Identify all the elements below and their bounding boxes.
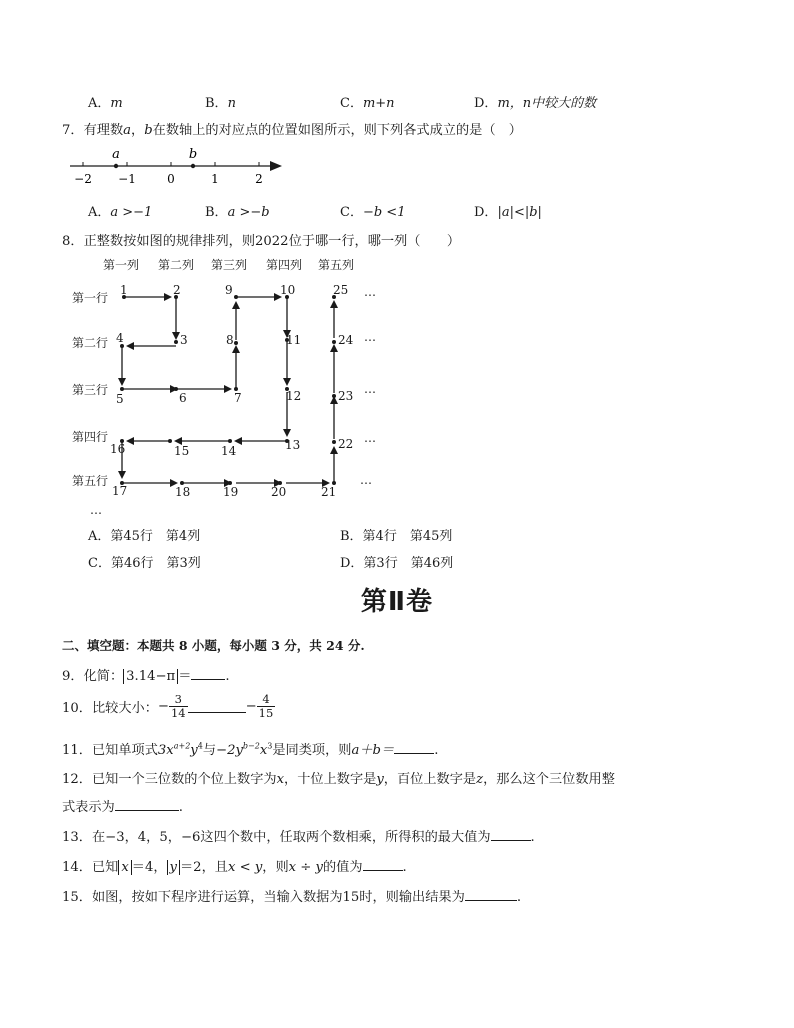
- number-grid-figure: [66, 252, 396, 517]
- grid-number: 21: [321, 485, 337, 499]
- tick-label: −2: [74, 172, 92, 186]
- q9: 9．化简： 3.14−π ＝ .: [62, 669, 230, 684]
- grid-number: 16: [110, 442, 126, 456]
- grid-number: 9: [225, 283, 233, 297]
- q8-stem: 8．正整数按如图的规律排列，则2022位于哪一行，哪一列（ ）: [62, 234, 461, 249]
- row-header: 第二行: [72, 336, 109, 350]
- tick-label: 2: [255, 172, 263, 186]
- part-title: 第Ⅱ卷: [360, 587, 434, 617]
- section-heading: 二、填空题：本题共 8 小题，每小题 3 分，共 24 分.: [62, 638, 365, 653]
- grid-number: 3: [180, 333, 188, 347]
- col-header: 第三列: [211, 258, 248, 272]
- q8-option-a: A．第45行 第4列: [88, 529, 201, 544]
- answer-blank: [188, 700, 246, 713]
- ellipsis: …: [364, 431, 376, 445]
- fraction-1: $\frac{3}{14}$: [170, 692, 186, 720]
- grid-number: 2: [173, 283, 181, 297]
- col-header: 第一列: [103, 258, 140, 272]
- grid-number: 8: [226, 333, 234, 347]
- col-header: 第五列: [318, 258, 355, 272]
- q12-line2: 式表示为 .: [62, 800, 183, 815]
- grid-number: 25: [333, 283, 349, 297]
- grid-number: 7: [234, 391, 242, 405]
- answer-blank: [491, 828, 531, 841]
- answer-blank: [363, 858, 403, 871]
- grid-number: 17: [112, 484, 128, 498]
- grid-number: 14: [221, 444, 237, 458]
- q8-option-d: D．第3行 第46列: [340, 556, 454, 571]
- q6-option-b: B．n: [205, 96, 236, 111]
- q6-option-c: C．m+n: [340, 96, 395, 111]
- answer-blank: [465, 888, 517, 901]
- q7-option-c: C．−b <1: [340, 205, 406, 220]
- q8-option-c: C．第46行 第3列: [88, 556, 201, 571]
- grid-number: 23: [338, 389, 354, 403]
- q7-option-a: A．a >−1: [88, 205, 153, 220]
- point-b: [191, 164, 195, 168]
- grid-number: 12: [286, 389, 302, 403]
- row-header: 第四行: [72, 430, 109, 444]
- ellipsis: …: [360, 473, 372, 487]
- grid-number: 22: [338, 437, 354, 451]
- q6-option-a: A．m: [88, 96, 123, 111]
- q7-option-b: B．a >−b: [205, 205, 270, 220]
- point-b-label: b: [188, 147, 198, 162]
- col-header: 第二列: [158, 258, 195, 272]
- ellipsis: …: [364, 382, 376, 396]
- row-header: 第三行: [72, 383, 109, 397]
- col-header: 第四列: [266, 258, 303, 272]
- number-line: [60, 144, 300, 190]
- q8-option-b: B．第4行 第45列: [340, 529, 453, 544]
- row-header: 第一行: [72, 291, 109, 305]
- point-a-label: a: [112, 147, 120, 162]
- q15: 15．如图，按如下程序进行运算，当输入数据为15时，则输出结果为 .: [62, 890, 522, 905]
- grid-number: 24: [338, 333, 354, 347]
- grid-number: 10: [280, 283, 296, 297]
- grid-number: 1: [120, 283, 128, 297]
- q12-line1: 12．已知一个三位数的个位上数字为x，十位上数字是y，百位上数字是z，那么这个三位数用整: [62, 772, 615, 787]
- grid-number: 20: [271, 485, 287, 499]
- grid-number: 15: [174, 444, 190, 458]
- tick-label: −1: [118, 172, 136, 186]
- q10: 10．比较大小：− $\frac{3}{14}$ − $\frac{4}{15}$: [62, 692, 274, 720]
- answer-blank: [394, 741, 434, 754]
- ellipsis: …: [364, 330, 376, 344]
- grid-number: 5: [116, 392, 124, 406]
- tick-label: 1: [211, 172, 219, 186]
- ellipsis: …: [90, 503, 102, 517]
- fraction-2: $\frac{4}{15}$: [258, 692, 274, 720]
- grid-number: 11: [286, 333, 302, 347]
- grid-number: 18: [175, 485, 191, 499]
- point-a: [114, 164, 118, 168]
- row-header: 第五行: [72, 474, 109, 488]
- grid-number: 19: [223, 485, 239, 499]
- grid-number: 4: [116, 331, 124, 345]
- q14: 14．已知 x ＝4， y ＝2，且x < y，则x ÷ y的值为 .: [62, 860, 407, 875]
- tick-label: 0: [167, 172, 175, 186]
- q11: 11．已知单项式$3x^{a+2}y^4$与$-2y^{b-2}x^3$是同类项，则a＋b＝ .: [62, 741, 439, 758]
- grid-number: 6: [179, 391, 187, 405]
- grid-number: 13: [285, 438, 301, 452]
- q7-option-d: D．|a|<|b|: [474, 205, 542, 220]
- q6-option-d: D．m，n中较大的数: [474, 96, 597, 111]
- q7-stem: 7．有理数a，b在数轴上的对应点的位置如图所示，则下列各式成立的是（ ）: [62, 123, 522, 138]
- answer-blank: [115, 798, 179, 811]
- answer-blank: [191, 667, 225, 680]
- ellipsis: …: [364, 285, 376, 299]
- q13: 13．在−3，4，5，−6这四个数中，任取两个数相乘，所得积的最大值为 .: [62, 830, 535, 845]
